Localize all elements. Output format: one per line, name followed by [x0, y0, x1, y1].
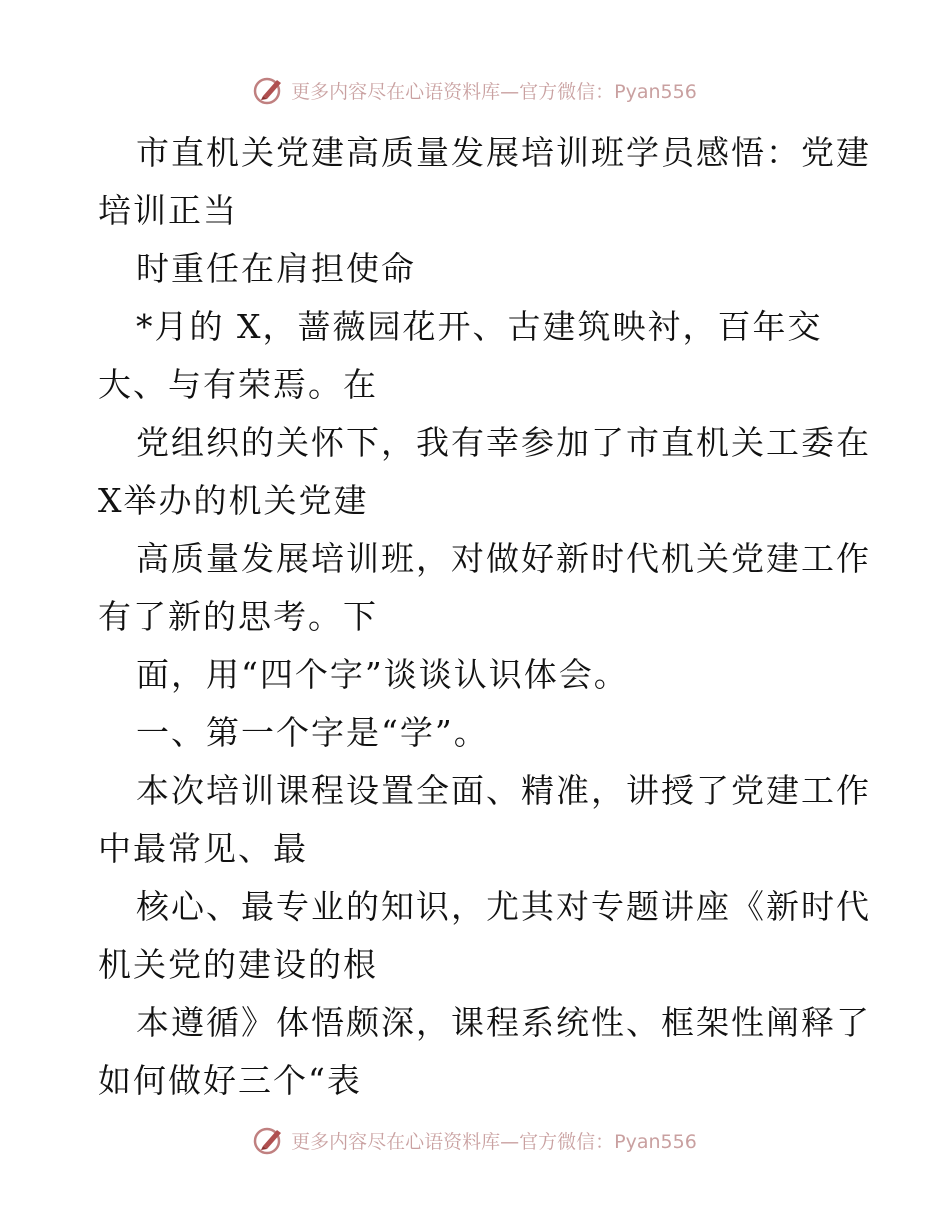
pen-nib-circle-icon — [253, 1124, 285, 1156]
text-line-4: *月的 X，蔷薇园花开、古建筑映衬，百年交 — [136, 307, 823, 346]
header-banner-text: 更多内容尽在心语资料库—官方微信：Pyan556 — [291, 80, 697, 103]
text-line-15: 机关党的建设的根 — [98, 945, 378, 984]
text-line-13: 中最常见、最 — [98, 829, 308, 868]
text-line-14: 核心、最专业的知识，尤其对专题讲座《新时代 — [136, 887, 871, 926]
text-line-8: 高质量发展培训班，对做好新时代机关党建工作 — [136, 539, 871, 578]
text-line-5: 大、与有荣焉。在 — [98, 365, 378, 404]
text-line-12: 本次培训课程设置全面、精准，讲授了党建工作 — [136, 771, 871, 810]
text-line-16: 本遵循》体悟颇深，课程系统性、框架性阐释了 — [136, 1003, 871, 1042]
text-line-2: 培训正当 — [98, 191, 238, 230]
section-heading-1: 一、第一个字是“学”。 — [136, 713, 489, 752]
header-banner — [0, 74, 950, 106]
text-line-10: 面，用“四个字”谈谈认识体会。 — [136, 655, 629, 694]
pen-nib-circle-icon — [253, 74, 285, 106]
document-body — [98, 124, 871, 1110]
text-line-7: X举办的机关党建 — [98, 481, 369, 520]
footer-banner — [0, 1124, 950, 1156]
text-line-1: 市直机关党建高质量发展培训班学员感悟：党建 — [136, 133, 871, 172]
text-line-17: 如何做好三个“表 — [98, 1061, 362, 1100]
text-line-3: 时重任在肩担使命 — [136, 249, 416, 288]
text-line-9: 有了新的思考。下 — [98, 597, 378, 636]
footer-banner-text: 更多内容尽在心语资料库—官方微信：Pyan556 — [291, 1130, 697, 1153]
text-line-6: 党组织的关怀下，我有幸参加了市直机关工委在 — [136, 423, 871, 462]
